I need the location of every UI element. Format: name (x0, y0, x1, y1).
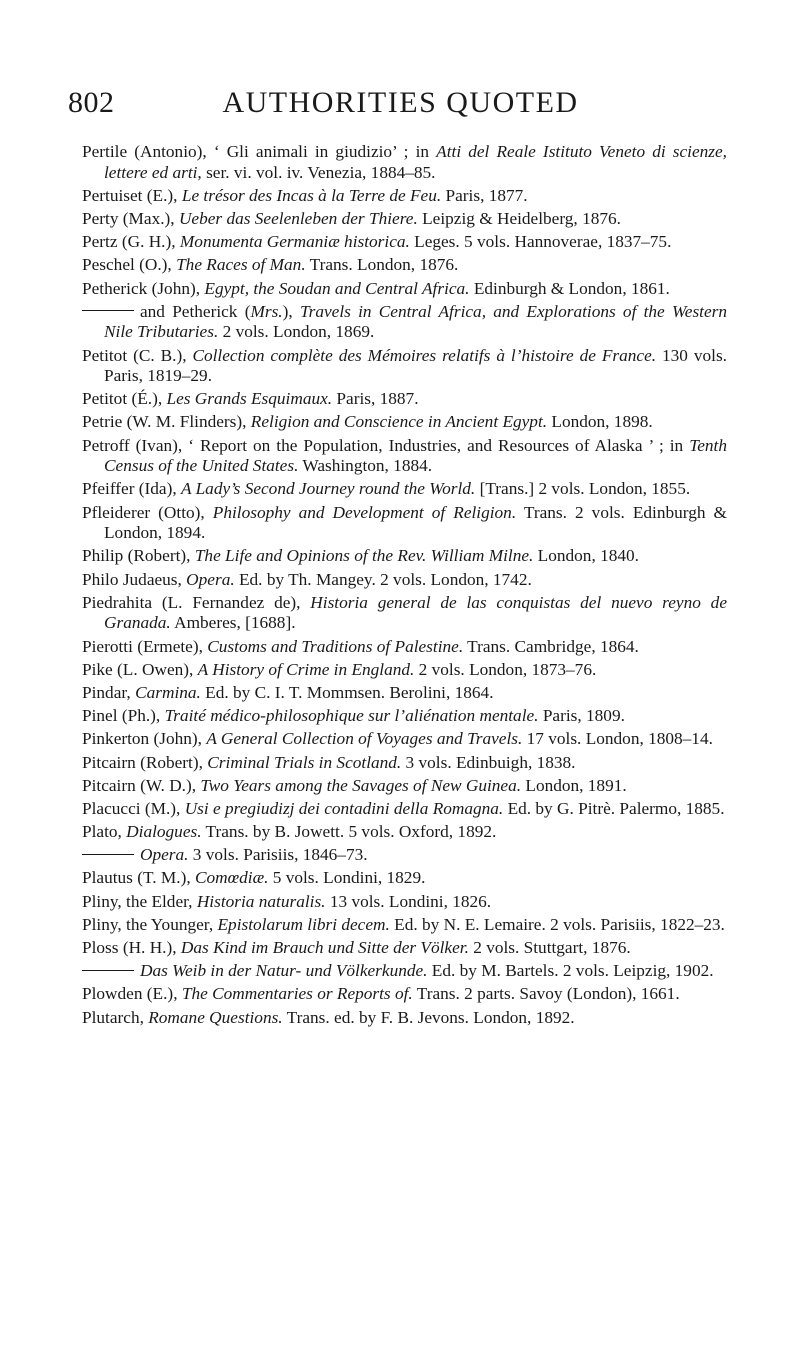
bibliography-entry: Petitot (É.), Les Grands Esquimaux. Paris, 1887. (82, 389, 419, 409)
bibliography-entry: Piedrahita (L. Fernandez de), Historia general de las conquistas del nuevo reyno de Granada. Amberes, [1688]. (82, 592, 727, 633)
bibliography-entry: Petherick (John), Egypt, the Soudan and Central Africa. Edinburgh & London, 1861. (82, 278, 670, 298)
bibliography-entry: Perty (Max.), Ueber das Seelenleben der Thiere. Leipzig & Heidelberg, 1876. (82, 208, 621, 228)
bibliography-entry: Pfleiderer (Otto), Philosophy and Development of Religion. Trans. 2 vols. Edinburgh & London, 1894. (82, 502, 727, 543)
bibliography-entry: Opera. 3 vols. Parisiis, 1846–73. (82, 845, 727, 866)
bibliography-entry: Das Weib in der Natur- und Völkerkunde. Ed. by M. Bartels. 2 vols. Leipzig, 1902. (82, 961, 727, 982)
bibliography-entry: Pierotti (Ermete), Customs and Traditions of Palestine. Trans. Cambridge, 1864. (82, 636, 639, 656)
bibliography-entry: Pertz (G. H.), Monumenta Germaniæ historica. Leges. 5 vols. Hannoverae, 1837–75. (82, 232, 672, 252)
bibliography-entry: Philip (Robert), The Life and Opinions of the Rev. William Milne. London, 1840. (82, 546, 639, 566)
bibliography-entry: Plutarch, Romane Questions. Trans. ed. by F. B. Jevons. London, 1892. (82, 1007, 575, 1027)
bibliography-entry: Peschel (O.), The Races of Man. Trans. London, 1876. (82, 255, 459, 275)
bibliography-entry: Pinel (Ph.), Traité médico-philosophique sur l’aliénation mentale. Paris, 1809. (82, 706, 625, 726)
running-head: AUTHORITIES QUOTED (222, 86, 579, 119)
bibliography-entry: Pertile (Antonio), ‘ Gli animali in giudizio’ ; in Atti del Reale Istituto Veneto di scienze, lettere ed arti, ser. vi. vol. iv. Venezia, 1884–85. (82, 142, 727, 182)
bibliography-entry: Plautus (T. M.), Comœdiæ. 5 vols. Londini, 1829. (82, 868, 426, 888)
bibliography-entry: Pliny, the Elder, Historia naturalis. 13 vols. Londini, 1826. (82, 891, 492, 911)
bibliography-entry: Petitot (C. B.), Collection complète des Mémoires relatifs à l’histoire de France. 130 vols. Paris, 1819–29. (82, 345, 727, 386)
bibliography-entry: Ploss (H. H.), Das Kind im Brauch und Sitte der Völker. 2 vols. Stuttgart, 1876. (82, 938, 631, 957)
bibliography-entry: Pindar, Carmina. Ed. by C. I. T. Mommsen. Berolini, 1864. (82, 682, 494, 702)
bibliography-entry: Pitcairn (Robert), Criminal Trials in Scotland. 3 vols. Edinbuigh, 1838. (82, 752, 576, 772)
bibliography-entry: Pinkerton (John), A General Collection of Voyages and Travels. 17 vols. London, 1808–14. (82, 729, 713, 749)
bibliography-entry: Pertuiset (E.), Le trésor des Incas à la Terre de Feu. Paris, 1877. (82, 185, 528, 205)
bibliography-list (82, 142, 727, 1031)
page-header (68, 78, 733, 122)
bibliography-entry: Pfeiffer (Ida), A Lady’s Second Journey round the World. [Trans.] 2 vols. London, 1855. (82, 479, 691, 499)
bibliography-entry: Petrie (W. M. Flinders), Religion and Conscience in Ancient Egypt. London, 1898. (82, 412, 653, 432)
bibliography-entry: Pliny, the Younger, Epistolarum libri decem. Ed. by N. E. Lemaire. 2 vols. Parisiis, 1822–23. (82, 914, 725, 934)
bibliography-entry: Plowden (E.), The Commentaries or Reports of. Trans. 2 parts. Savoy (London), 1661. (82, 984, 680, 1004)
bibliography-entry: Pitcairn (W. D.), Two Years among the Savages of New Guinea. London, 1891. (82, 775, 627, 795)
bibliography-entry: Pike (L. Owen), A History of Crime in England. 2 vols. London, 1873–76. (82, 659, 597, 679)
bibliography-entry: Placucci (M.), Usi e pregiudizj dei contadini della Romagna. Ed. by G. Pitrè. Palermo, 1885. (82, 798, 725, 818)
bibliography-entry: Petroff (Ivan), ‘ Report on the Population, Industries, and Resources of Alaska ’ ; in Tenth Census of the United States. Washington, 1884. (82, 435, 727, 476)
page-number: 802 (68, 86, 115, 119)
bibliography-entry: Plato, Dialogues. Trans. by B. Jowett. 5 vols. Oxford, 1892. (82, 822, 497, 842)
bibliography-entry: Philo Judaeus, Opera. Ed. by Th. Mangey. 2 vols. London, 1742. (82, 569, 532, 589)
bibliography-entry: and Petherick (Mrs.), Travels in Central Africa, and Explorations of the Western Nile Tributaries. 2 vols. London, 1869. (82, 302, 727, 343)
